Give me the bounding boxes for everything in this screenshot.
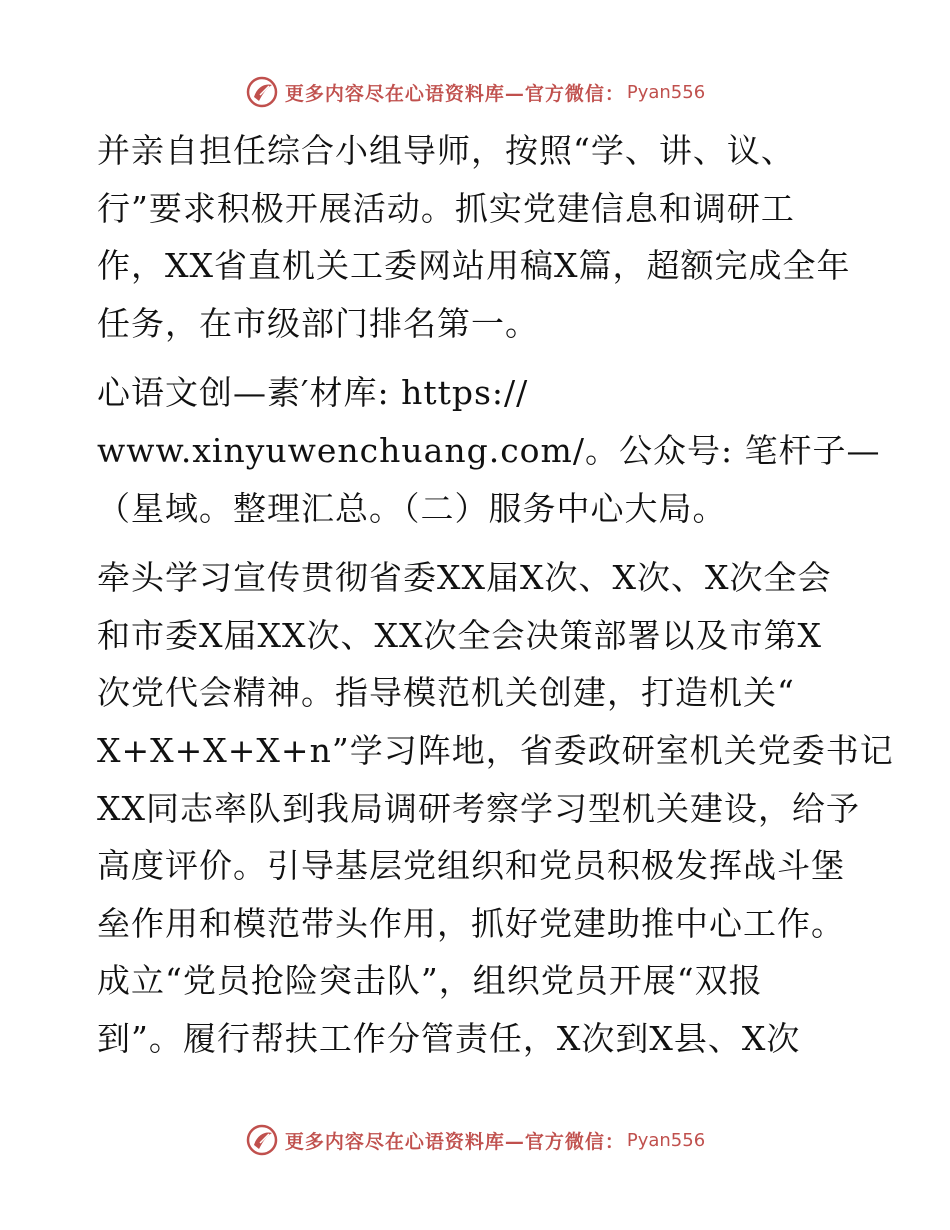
text-line: 和市委X届XX次、XX次全会决策部署以及市第X bbox=[97, 615, 822, 655]
text-line: www.xinyuwenchuang.com/。公众号: 笔杆子— bbox=[97, 430, 881, 470]
paragraph-3 bbox=[97, 549, 894, 1067]
text-line: 并亲自担任综合小组导师，按照“学、讲、议、 bbox=[97, 131, 795, 170]
text-line: 高度评价。引导基层党组织和党员积极发挥战斗堡 bbox=[97, 846, 845, 886]
footer-watermark-banner bbox=[0, 1120, 950, 1160]
text-line: 牵头学习宣传贯彻省委XX届X次、X次、X次全会 bbox=[97, 558, 832, 598]
document-body bbox=[97, 122, 894, 1068]
xinyu-logo-icon bbox=[245, 1123, 279, 1157]
paragraph-2 bbox=[97, 364, 881, 537]
header-wechat-id: Pyan556 bbox=[626, 81, 706, 103]
xinyu-logo-icon bbox=[245, 75, 279, 109]
text-line: 行”要求积极开展活动。抓实党建信息和调研工 bbox=[97, 188, 795, 228]
text-line: X+X+X+X+n”学习阵地，省委政研室机关党委书记 bbox=[97, 730, 894, 770]
footer-banner-text: 更多内容尽在心语资料库—官方微信： bbox=[284, 1130, 625, 1153]
text-line: 到”。履行帮扶工作分管责任，X次到X县、X次 bbox=[97, 1018, 801, 1058]
text-line: 次党代会精神。指导模范机关创建，打造机关“ bbox=[97, 673, 795, 713]
text-line: 任务，在市级部门排名第一。 bbox=[97, 303, 539, 343]
header-banner-text: 更多内容尽在心语资料库—官方微信： bbox=[284, 82, 625, 105]
text-line: （星域。整理汇总。（二）服务中心大局。 bbox=[97, 488, 727, 528]
text-line: XX同志率队到我局调研考察学习型机关建设，给予 bbox=[97, 788, 860, 828]
footer-wechat-id: Pyan556 bbox=[626, 1129, 706, 1151]
paragraph-1 bbox=[97, 122, 867, 352]
header-watermark-banner bbox=[0, 72, 950, 112]
text-line: 心语文创—素′材库: https:// bbox=[97, 373, 529, 413]
text-line: 垒作用和模范带头作用，抓好党建助推中心工作。 bbox=[97, 903, 845, 943]
text-line: 作，XX省直机关工委网站用稿X篇，超额完成全年 bbox=[97, 246, 851, 286]
text-line: 成立“党员抢险突击队”，组织党员开展“双报 bbox=[97, 961, 763, 1001]
